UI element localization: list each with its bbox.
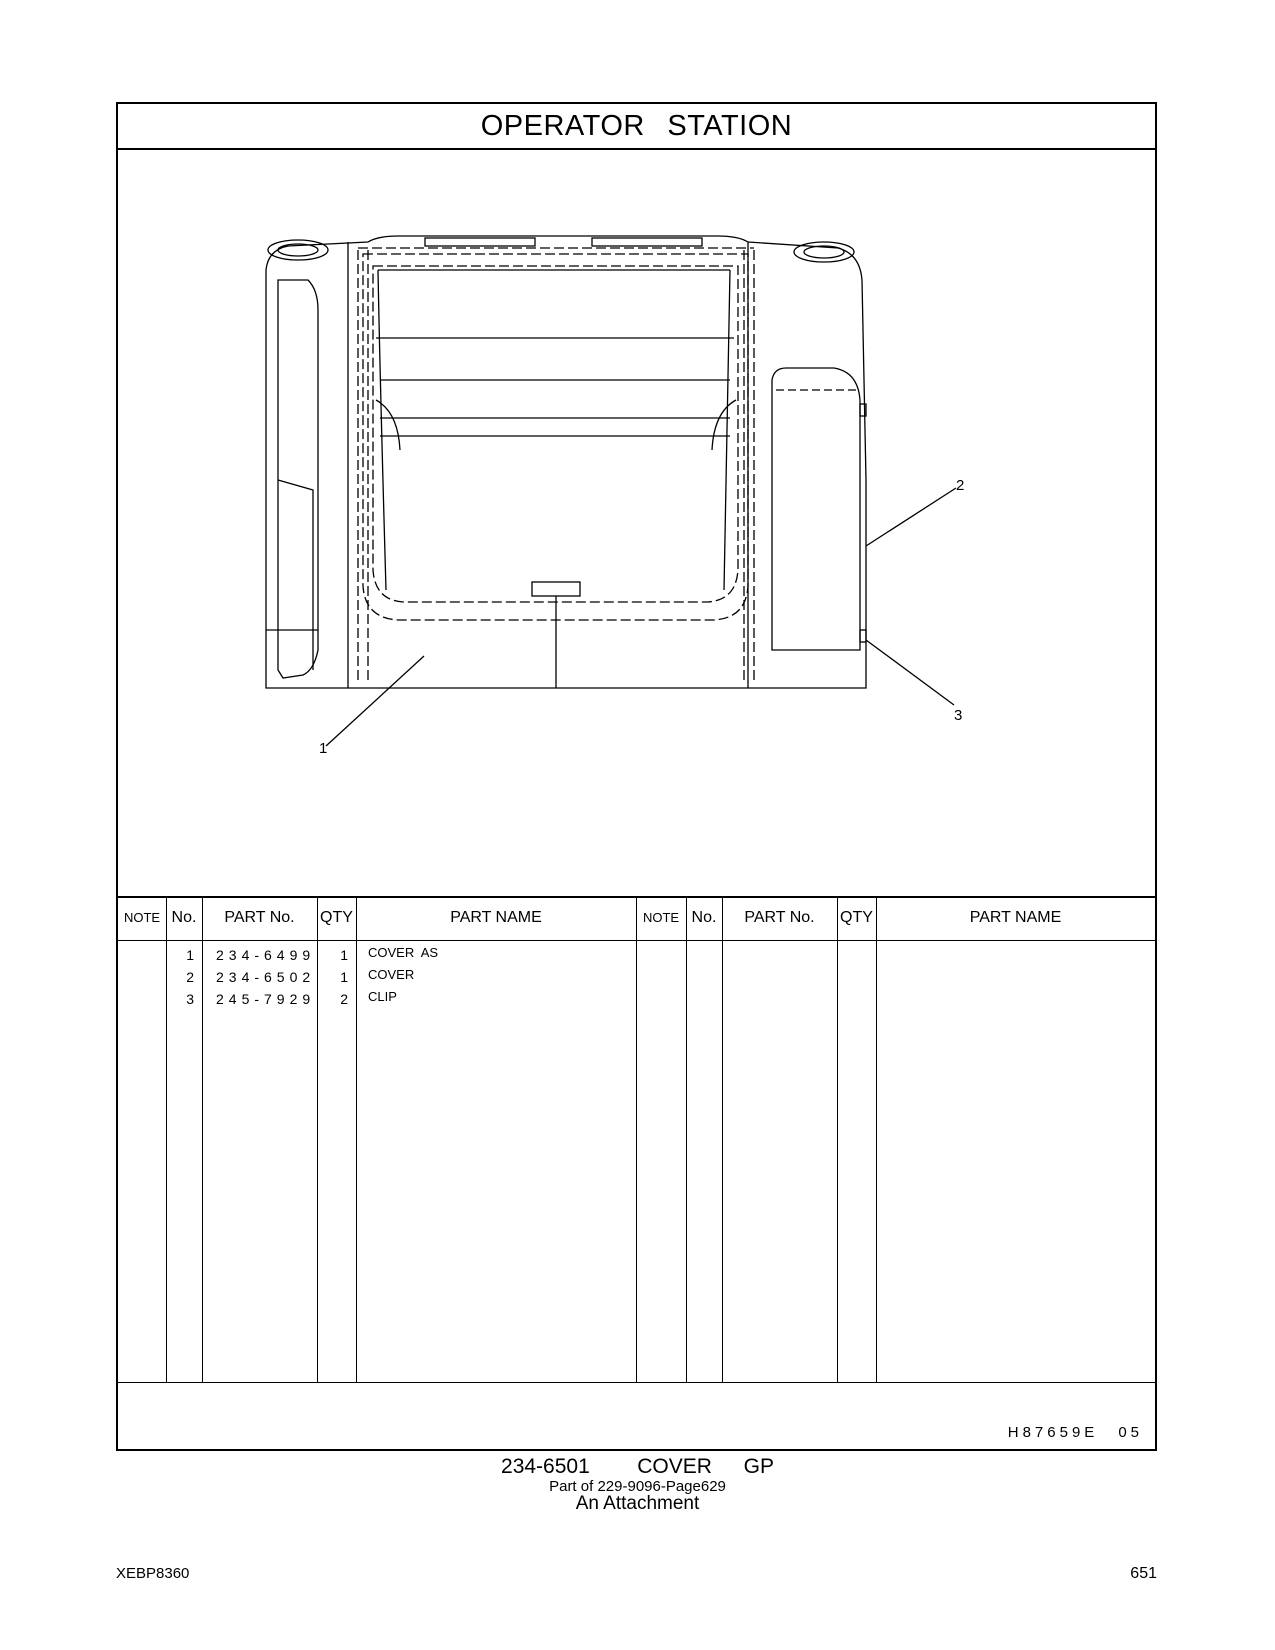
parts-page-frame [116, 102, 1157, 1451]
quantity: 1 [340, 947, 348, 963]
callout-2: 2 [956, 477, 965, 494]
part-name: COVER [368, 967, 415, 982]
quantity: 1 [340, 969, 348, 985]
part-name: CLIP [368, 989, 397, 1004]
item-number: 3 [186, 991, 194, 1007]
illustration-revision: 05 [1118, 1424, 1143, 1441]
header-part-name-right: PART NAME [969, 909, 1062, 926]
illustration-code: H87659E [1007, 1424, 1099, 1441]
illustration-reference-area [118, 1382, 1155, 1451]
quantity: 2 [340, 991, 348, 1007]
header-no-right: No. [691, 909, 717, 926]
item-number: 1 [186, 947, 194, 963]
part-number: 234-6502 [216, 969, 316, 985]
header-part-no: PART No. [224, 909, 295, 926]
header-qty: QTY [320, 909, 353, 926]
document-id: XEBP8360 [116, 1565, 190, 1582]
group-parent-reference: Part of 229-9096-Page629 [549, 1478, 726, 1495]
part-number: 234-6499 [216, 947, 316, 963]
header-note: NOTE [123, 910, 161, 925]
parts-illustration [118, 150, 1155, 896]
parts-table [118, 896, 1155, 1382]
header-qty-right: QTY [840, 909, 873, 926]
page-title: OPERATOR STATION [118, 104, 1155, 150]
header-no: No. [171, 909, 197, 926]
group-caption: 234-6501 COVER GP [501, 1455, 774, 1478]
page-number: 651 [1130, 1565, 1157, 1582]
header-part-no-right: PART No. [744, 909, 815, 926]
callout-1: 1 [319, 740, 328, 757]
group-type: An Attachment [575, 1493, 700, 1514]
callout-3: 3 [954, 707, 963, 724]
illustration-reference [1008, 1424, 1143, 1441]
header-note-right: NOTE [642, 910, 680, 925]
cover-group-drawing [118, 150, 1155, 896]
part-name: COVER AS [368, 945, 439, 960]
item-number: 2 [186, 969, 194, 985]
part-number: 245-7929 [216, 991, 316, 1007]
header-part-name: PART NAME [450, 909, 542, 926]
